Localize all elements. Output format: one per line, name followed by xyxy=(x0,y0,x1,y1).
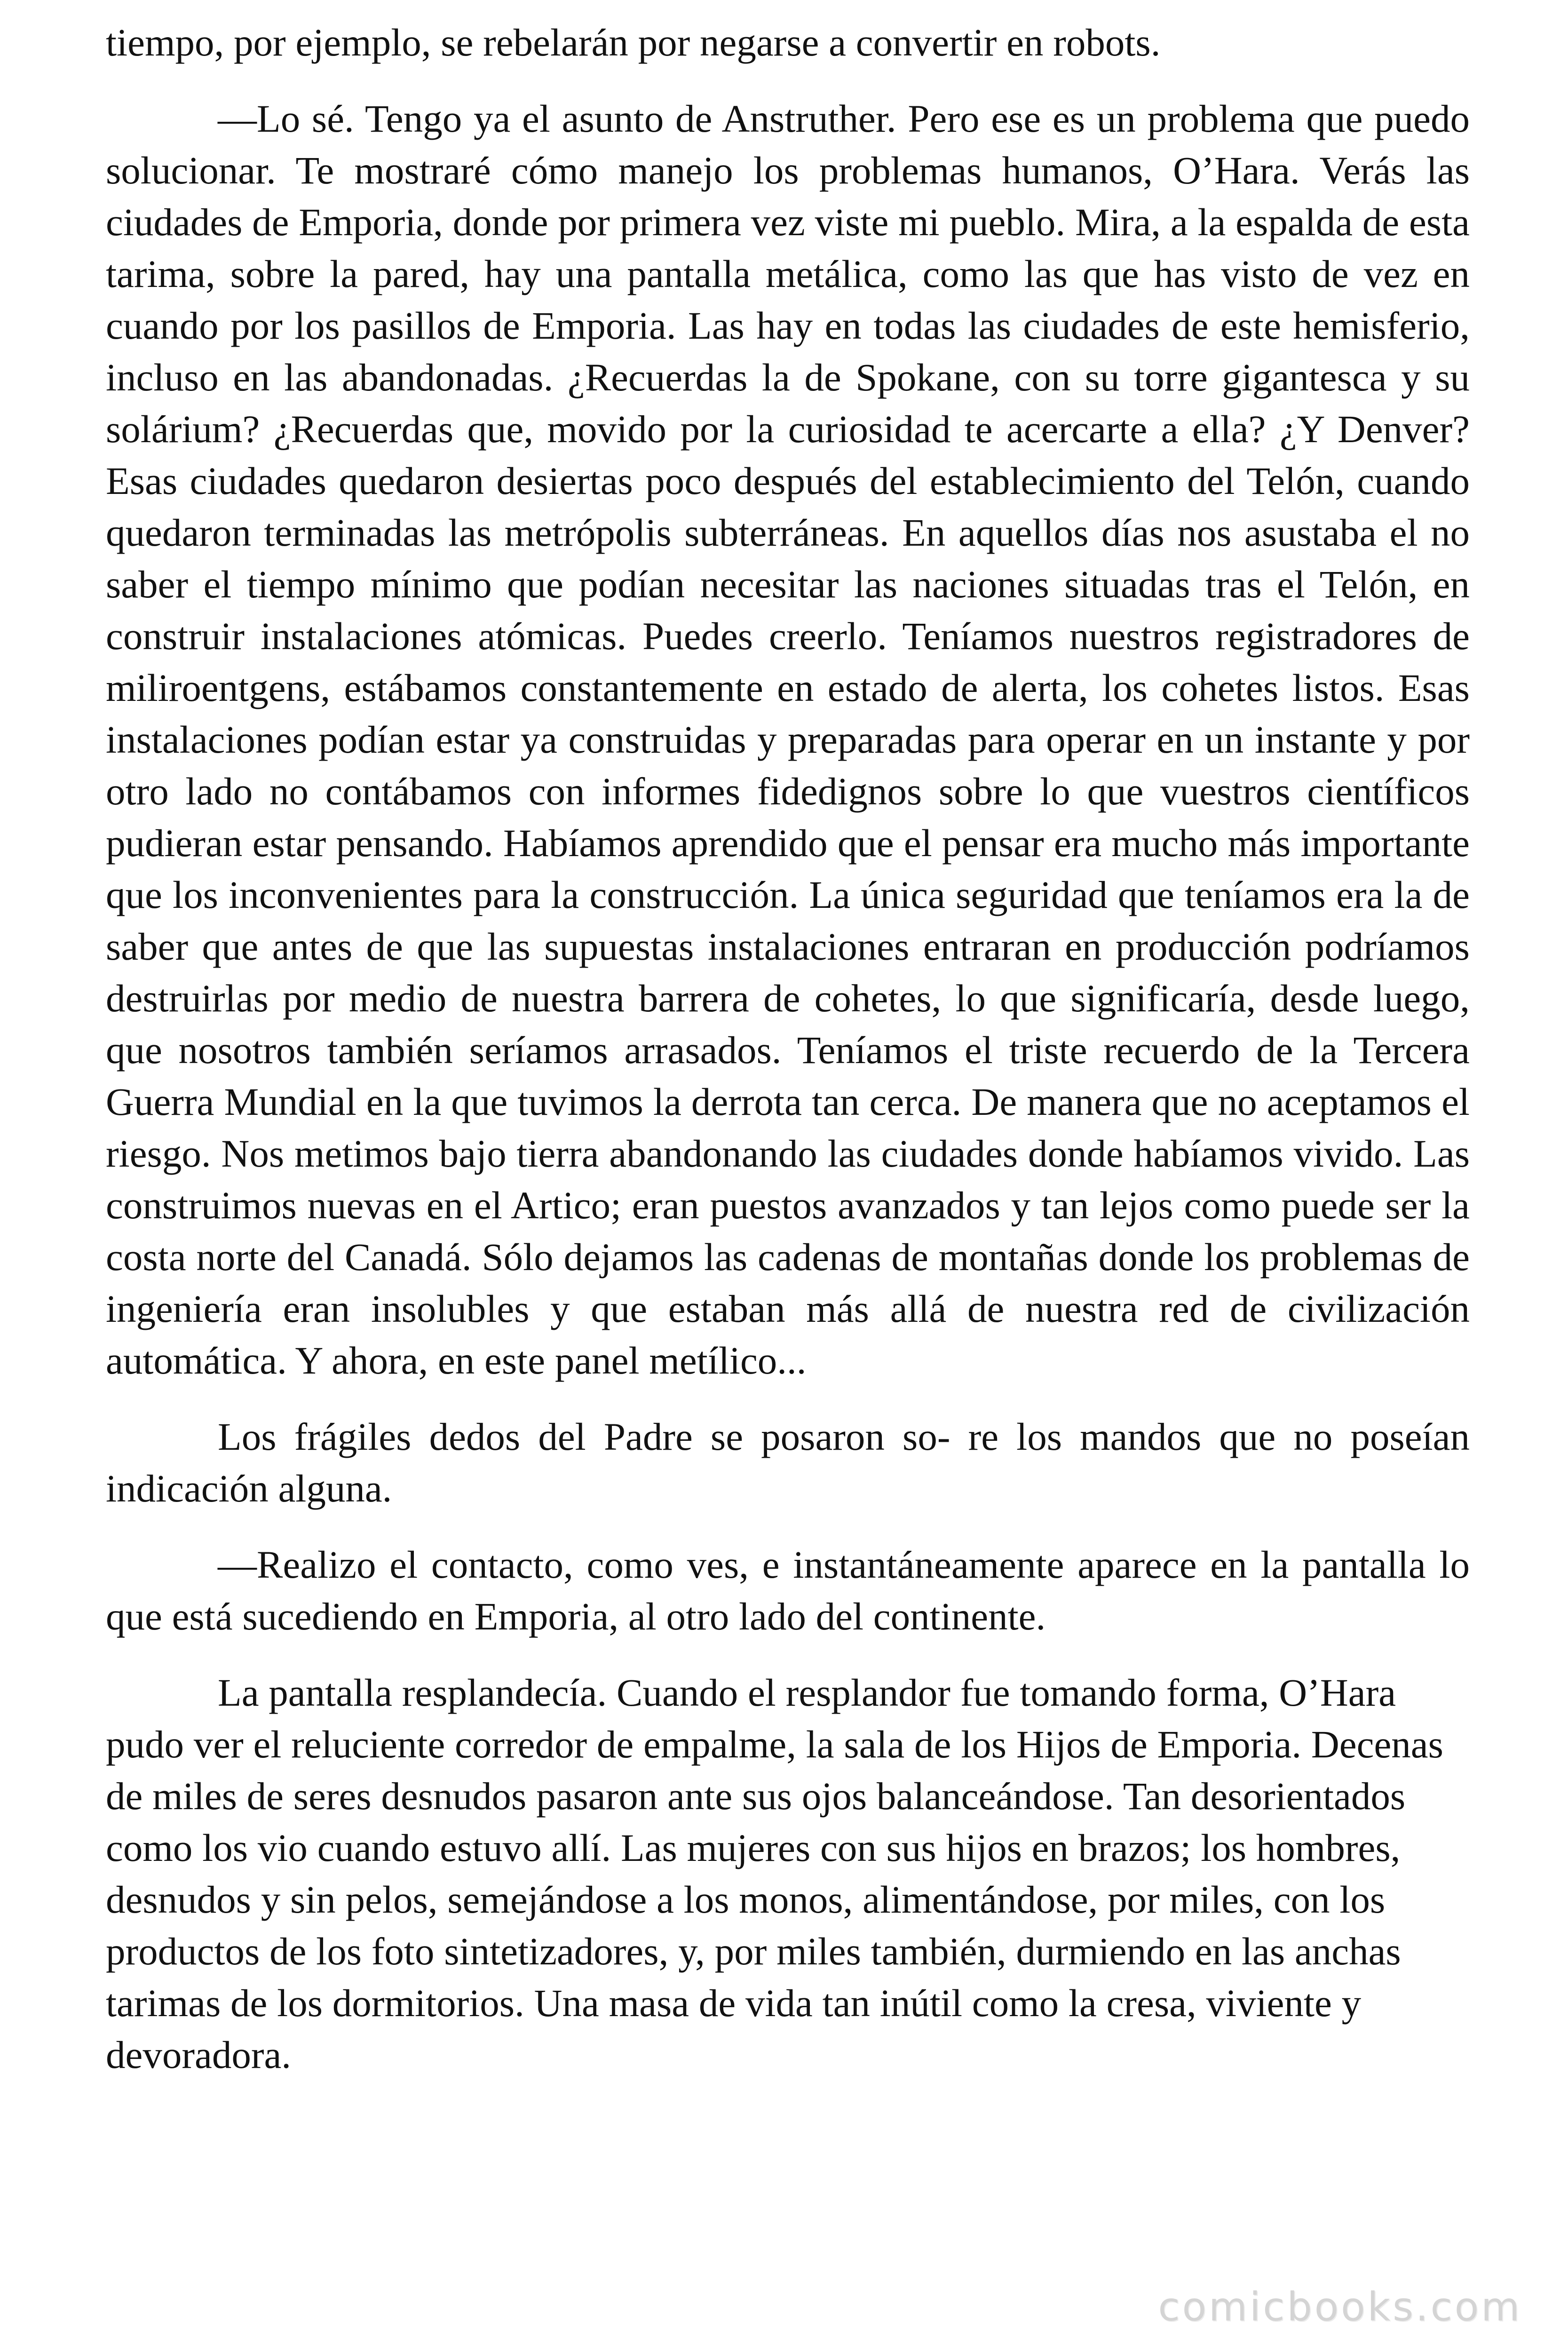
paragraph-3: Los frágiles dedos del Padre se posaron so- re los mandos que no poseían indicación alguna. xyxy=(106,1415,1470,1510)
book-page xyxy=(106,16,1470,2105)
watermark: comicbooks.com xyxy=(1158,2284,1522,2330)
paragraph-4: —Realizo el contacto, como ves, e instantáneamente aparece en la pantalla lo que está sucediendo en Emporia, al otro lado del continente. xyxy=(106,1543,1470,1638)
paragraph-2: —Lo sé. Tengo ya el asunto de Anstruther. Pero ese es un problema que puedo solucionar. Te mostraré cómo manejo los problemas humanos, O’Hara. Verás las ciudades de Emporia, donde por primera vez viste mi pueblo. Mira, a la espalda de esta tarima, sobre la pared, hay una pantalla metálica, como las que has visto de vez en cuando por los pasillos de Emporia. Las hay en todas las ciudades de este hemisferio, incluso en las abandonadas. ¿Recuerdas la de Spokane, con su torre gigantesca y su solárium? ¿Recuerdas que, movido por la curiosidad te acercarte a ella? ¿Y Denver? Esas ciudades quedaron desiertas poco después del establecimiento del Telón, cuando quedaron terminadas las metrópolis subterráneas. En aquellos días nos asustaba el no saber el tiempo mínimo que podían necesitar las naciones situadas tras el Telón, en construir instalaciones atómicas. Puedes creerlo. Teníamos nuestros registradores de miliroentgens, estábamos constantemente en estado de alerta, los cohetes listos. Esas instalaciones podían estar ya construidas y preparadas para operar en un instante y por otro lado no contábamos con informes fidedignos sobre lo que vuestros científicos pudieran estar pensando. Habíamos aprendido que el pensar era mucho más importante que los inconvenientes para la construcción. La única seguridad que teníamos era la de saber que antes de que las supuestas instalaciones entraran en producción podríamos destruirlas por medio de nuestra barrera de cohetes, lo que significaría, desde luego, que nosotros también seríamos arrasados. Teníamos el triste recuerdo de la Tercera Guerra Mundial en la que tuvimos la derrota tan cerca. De manera que no aceptamos el riesgo. Nos metimos bajo tierra abandonando las ciudades donde habíamos vivido. Las construimos nuevas en el Artico; eran puestos avanzados y tan lejos como puede ser la costa norte del Canadá. Sólo dejamos las cadenas de montañas donde los problemas de ingeniería eran insolubles y que estaban más allá de nuestra red de civilización automática. Y ahora, en este panel metílico... xyxy=(106,97,1470,1382)
paragraph-5: La pantalla resplandecía. Cuando el resplandor fue tomando forma, O’Hara pudo ver el reluciente corredor de empalme, la sala de los Hijos de Emporia. Decenas de miles de seres desnudos pasaron ante sus ojos balanceándose. Tan desorientados como los vio cuando estuvo allí. Las mujeres con sus hijos en brazos; los hombres, desnudos y sin pelos, semejándose a los monos, alimentándose, por miles, con los productos de los foto sintetizadores, y, por miles también, durmiendo en las anchas tarimas de los dormitorios. Una masa de vida tan inútil como la cresa, viviente y devoradora. xyxy=(106,1671,1443,2076)
paragraph-1: tiempo, por ejemplo, se rebelarán por negarse a convertir en robots. xyxy=(106,21,1161,64)
